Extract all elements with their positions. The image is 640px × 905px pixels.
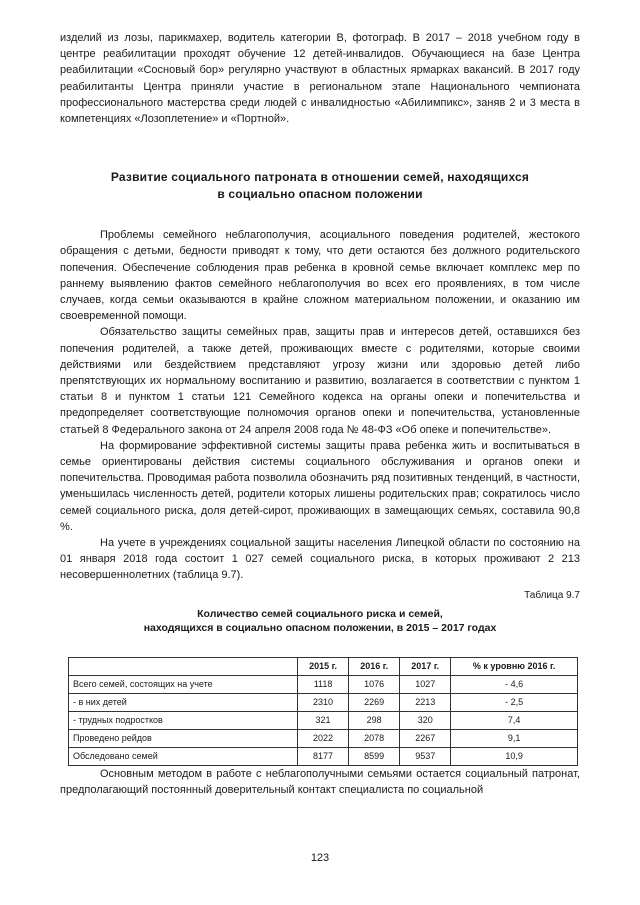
row-label: - в них детей [69,693,298,711]
cell-2016: 2078 [349,729,400,747]
table-label: Таблица 9.7 [524,589,580,601]
cell-percent: - 2,5 [451,693,578,711]
header-cell-2016: 2016 г. [349,657,400,675]
cell-2016: 1076 [349,675,400,693]
cell-2016: 298 [349,711,400,729]
header-cell-label [69,657,298,675]
cell-percent: 9,1 [451,729,578,747]
cell-2016: 2269 [349,693,400,711]
header-cell-2015: 2015 г. [298,657,349,675]
data-table [68,657,578,766]
cell-2017: 9537 [400,747,451,765]
table-title-line2: находящихся в социально опасном положении, в 2015 – 2017 годах [143,621,497,634]
cell-2017: 2213 [400,693,451,711]
cell-2016: 8599 [349,747,400,765]
paragraph-2: Обязательство защиты семейных прав, защиты прав и интересов детей, оставшихся без попечения родителей, а также детей, проживающих вместе с родителями, которые своими действиями или бездействием представляют угрозу жизни или здоровью детей либо препятствующих их нормальному воспитанию и развитию, возлагается в соответствии с пунктом 1 статьи 8 и пунктом 1 статьи 121 Семейного кодекса на органы опеки и попечительства и предопределяет соответствующие полномочия органов опеки и попечительства, установленные статьей 8 Федерального закона от 24 апреля 2008 года № 48-ФЗ «Об опеке и попечительстве». [60,326,580,436]
row-label: Обследовано семей [69,747,298,765]
cell-percent: 10,9 [451,747,578,765]
paragraph-3: На формирование эффективной системы защиты права ребенка жить и воспитываться в семье ориентированы действия системы социального обслуживания и органов опеки и попечительства. Проводимая работа позволила обозначить ряд позитивных тенденций, в частности, уменьшилась численность детей, родители которых лишены родительских прав; сократилось число семей социального риска, доля детей-сирот, проживающих в замещающих семьях, составила 90,8 %. [60,439,580,533]
section-title [60,169,580,203]
cell-2015: 2310 [298,693,349,711]
table-header-row [69,657,578,675]
cell-2015: 1118 [298,675,349,693]
row-label: Проведено рейдов [69,729,298,747]
cell-percent: 7,4 [451,711,578,729]
table-row [69,729,578,747]
page-number: 123 [310,852,330,864]
paragraph-intro: изделий из лозы, парикмахер, водитель категории В, фотограф. В 2017 – 2018 учебном году в центре реабилитации проходят обучение 12 детей-инвалидов. Обучающиеся на базе Центра реабилитации «Сосновый бор» регулярно участвуют в областных ярмарках вакансий. В 2017 году реабилитанты Центра приняли участие в региональном этапе Национального чемпионата профессионального мастерства среди людей с инвалидностью «Абилимпикс», заняв 2 и 3 места в компетенциях «Лозоплетение» и «Портной». [60,32,580,126]
cell-2015: 321 [298,711,349,729]
table-row [69,693,578,711]
page-content [60,30,580,798]
header-cell-percent: % к уровню 2016 г. [451,657,578,675]
row-label: Всего семей, состоящих на учете [69,675,298,693]
paragraph-4: На учете в учреждениях социальной защиты населения Липецкой области по состоянию на 01 января 2018 года состоит 1 027 семей социального риска, в которых проживают 2 213 несовершеннолетних (таблица 9.7). [60,537,580,582]
table-row [69,711,578,729]
cell-2017: 1027 [400,675,451,693]
paragraph-after-table: Основным методом в работе с неблагополучными семьями остается социальный патронат, предполагающий постоянный доверительный контакт специалиста по социальной [60,767,580,796]
row-label: - трудных подростков [69,711,298,729]
cell-2015: 2022 [298,729,349,747]
cell-2017: 2267 [400,729,451,747]
table-title [60,607,580,635]
section-title-line1: Развитие социального патроната в отношении семей, находящихся [110,170,530,185]
cell-percent: - 4,6 [451,675,578,693]
table-title-line1: Количество семей социального риска и семей, [197,607,443,620]
cell-2017: 320 [400,711,451,729]
section-title-line2: в социально опасном положении [217,187,423,202]
table-row [69,747,578,765]
header-cell-2017: 2017 г. [400,657,451,675]
paragraph-1: Проблемы семейного неблагополучия, асоциального поведения родителей, жестокого обращения с детьми, бедности приводят к тому, что дети остаются без должного родительского попечения. Обеспечение соблюдения прав ребенка в кровной семье включает комплекс мер по раннему выявлению фактов семейного неблагополучия во всех его проявлениях, в том числе случаев, когда семьи оказываются в крайне сложном материальном положении, и оказанию им своевременной помощи. [60,229,580,323]
cell-2015: 8177 [298,747,349,765]
table-row [69,675,578,693]
